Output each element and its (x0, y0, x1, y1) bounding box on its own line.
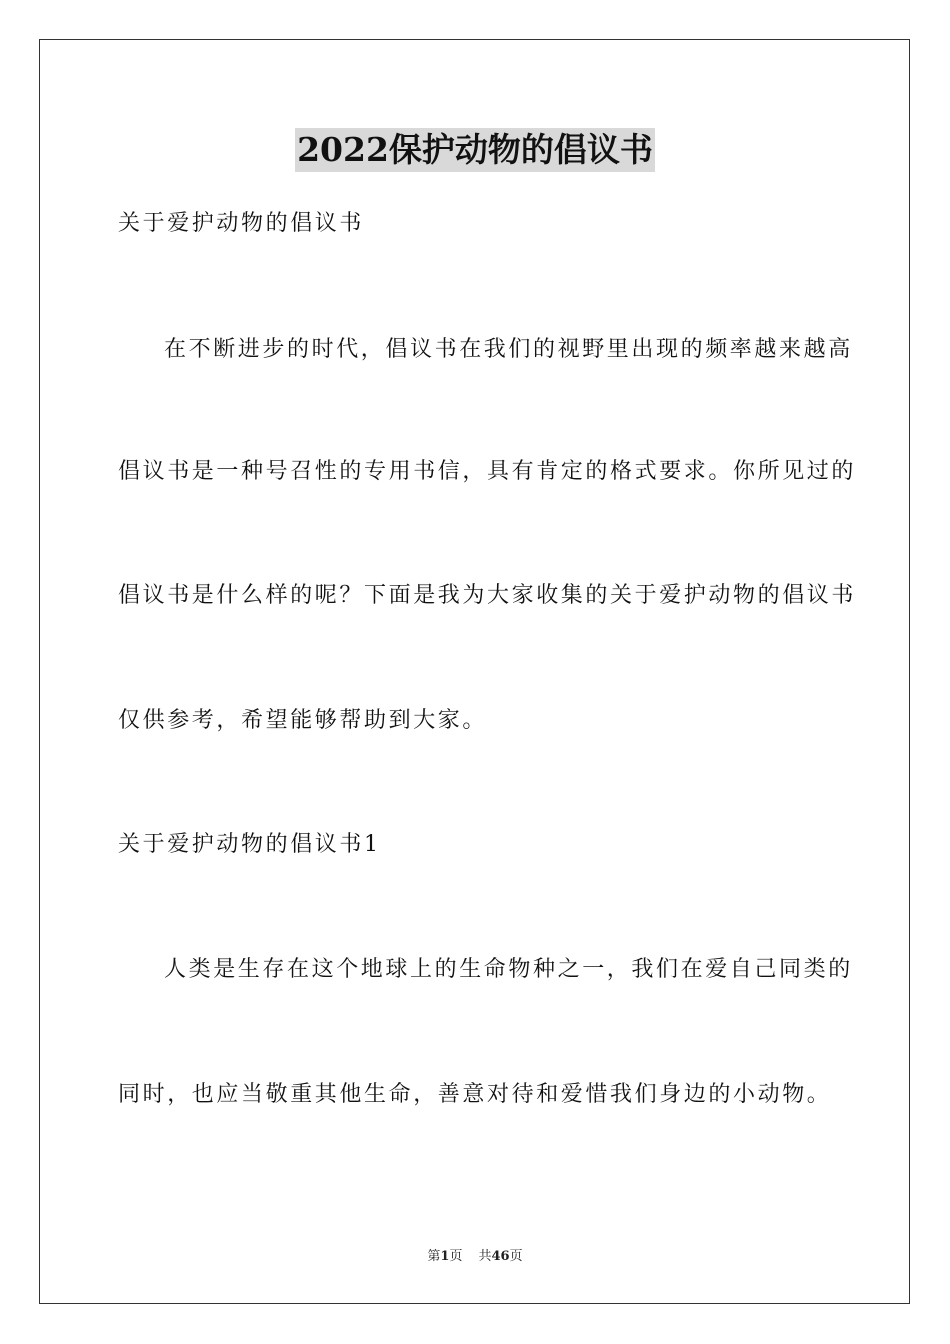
paragraph-line: 仅供参考，希望能够帮助到大家。 (118, 708, 488, 733)
document-title-text: 2022保护动物的倡议书 (295, 128, 655, 172)
footer-total-suffix: 页 (509, 1249, 523, 1264)
footer-page-prefix: 第 (427, 1249, 441, 1264)
subtitle-line: 关于爱护动物的倡议书 (118, 211, 365, 236)
footer-total-prefix: 共 (478, 1249, 492, 1264)
paragraph-line: 人类是生存在这个地球上的生命物种之一，我们在爱自己同类的 (164, 957, 853, 982)
paragraph-line: 倡议书是什么样的呢？下面是我为大家收集的关于爱护动物的倡议书 (118, 583, 857, 608)
section-heading: 关于爱护动物的倡议书1 (118, 832, 381, 857)
footer-page-number: 1 (440, 1249, 450, 1264)
page-footer (0, 1248, 950, 1266)
paragraph-line: 在不断进步的时代，倡议书在我们的视野里出现的频率越来越高 (164, 337, 853, 362)
document-title (0, 128, 950, 172)
footer-page-suffix: 页 (449, 1249, 463, 1264)
paragraph-line: 倡议书是一种号召性的专用书信，具有肯定的格式要求。你所见过的 (118, 459, 857, 484)
paragraph-line: 同时，也应当敬重其他生命，善意对待和爱惜我们身边的小动物。 (118, 1082, 832, 1107)
footer-total-pages: 46 (491, 1249, 510, 1264)
